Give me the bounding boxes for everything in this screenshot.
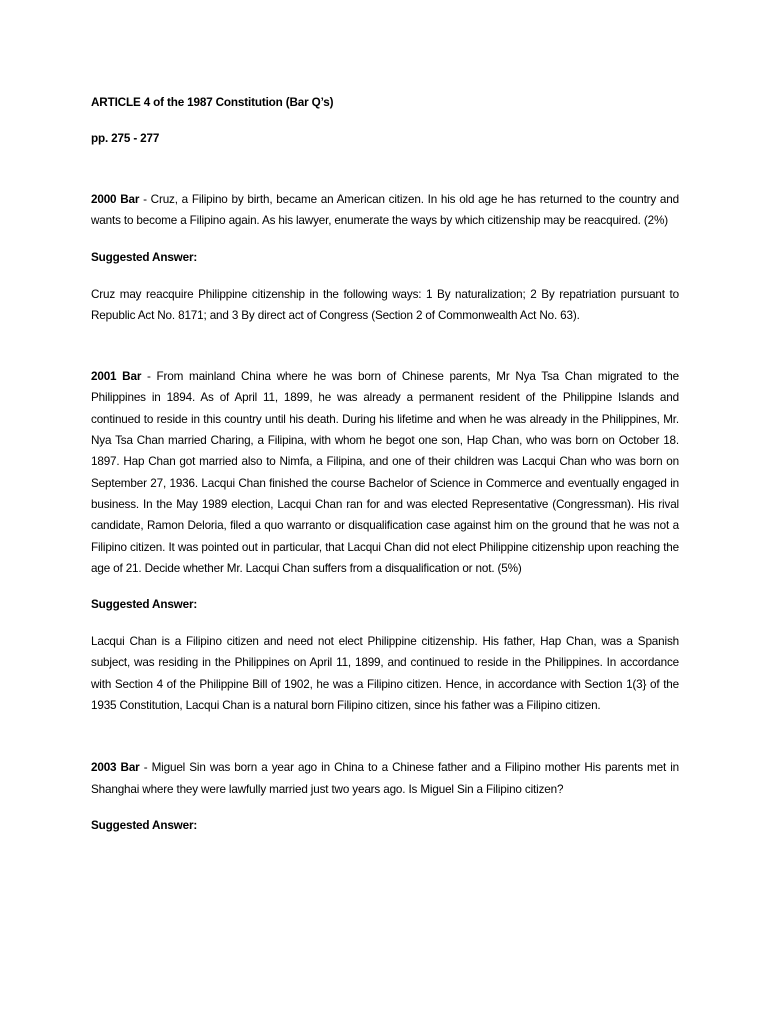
- question-2001: [91, 366, 679, 579]
- answer-2001: Lacqui Chan is a Filipino citizen and need not elect Philippine citizenship. His father, Hap Chan, was a Spanish subject, was residing in the Philippines on April 11, 1899, and continued to reside in the Philippines. In accordance with Section 4 of the Philippine Bill of 1902, he was a Filipino citizen. Hence, in accordance with Section 1(3} of the 1935 Constitution, Lacqui Chan is a natural born Filipino citizen, since his father was a Filipino citizen.: [91, 635, 679, 713]
- suggested-answer-heading: Suggested Answer:: [91, 250, 198, 264]
- document-title: ARTICLE 4 of the 1987 Constitution (Bar Q’s): [91, 96, 334, 109]
- suggested-answer-heading: Suggested Answer:: [91, 818, 198, 832]
- question-year-label: 2000 Bar: [91, 193, 140, 206]
- suggested-answer-heading: Suggested Answer:: [91, 598, 198, 612]
- question-year-label: 2001 Bar: [91, 370, 142, 384]
- answer-2000: Cruz may reacquire Philippine citizenship in the following ways: 1 By naturalization; 2 By repatriation pursuant to Republic Act No. 8171; and 3 By direct act of Congress (Section 2 of Commonwealth Act No. 63).: [91, 287, 679, 322]
- question-year-label: 2003 Bar: [91, 761, 140, 775]
- question-text: - From mainland China where he was born of Chinese parents, Mr Nya Tsa Chan migrated to the Philippines in 1894. As of April 11, 1899, he was already a permanent resident of the Philippine Islands and continued to reside in this country until his death. During his lifetime and when he was already in the Philippines, Mr. Nya Tsa Chan married Charing, a Filipina, with whom he begot one son, Hap Chan, who was born on October 18. 1897. Hap Chan got married also to Nimfa, a Filipina, and one of their children was Lacqui Chan who was born on September 27, 1936. Lacqui Chan finished the course Bachelor of Science in Commerce and eventually engaged in business. In the May 1989 election, Lacqui Chan ran for and was elected Representative (Congressman). His rival candidate, Ramon Deloria, filed a quo warranto or disqualification case against him on the ground that he was not a Filipino citizen. It was pointed out in particular, that Lacqui Chan did not elect Philippine citizenship upon reaching the age of 21. Decide whether Mr. Lacqui Chan suffers from a disqualification or not. (5%): [91, 370, 679, 575]
- page-range: pp. 275 - 277: [91, 132, 160, 145]
- document-page: [91, 93, 679, 836]
- question-text: - Cruz, a Filipino by birth, became an American citizen. In his old age he has returned to the country and wants to become a Filipino again. As his lawyer, enumerate the ways by which citizenship may be reacquired. (2%): [91, 193, 679, 228]
- question-text: - Miguel Sin was born a year ago in China to a Chinese father and a Filipino mother His parents met in Shanghai where they were lawfully married just two years ago. Is Miguel Sin a Filipino citizen?: [91, 761, 679, 796]
- question-2003: [91, 757, 679, 800]
- question-2000: [91, 189, 679, 232]
